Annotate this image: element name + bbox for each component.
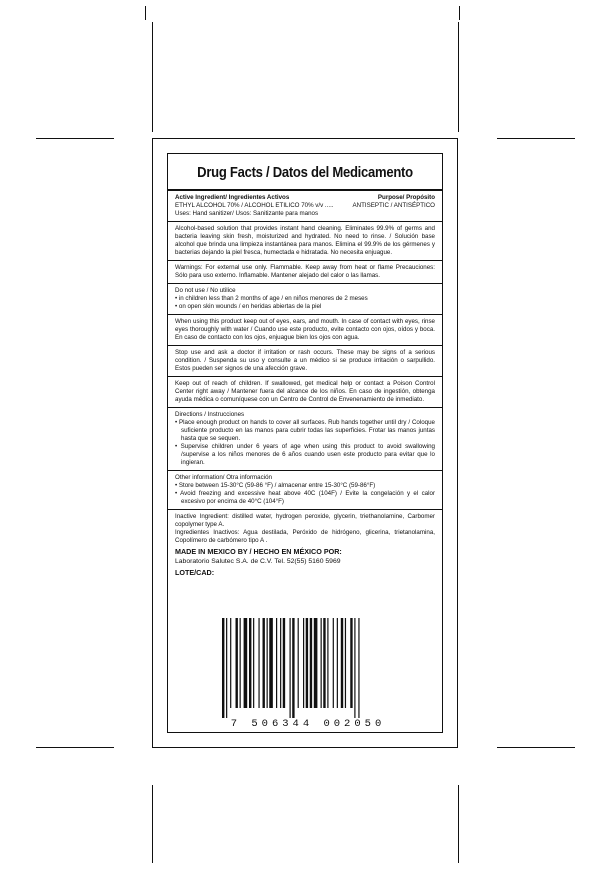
crop-mark: [145, 6, 146, 20]
barcode-bar: [306, 618, 308, 708]
keep-out-text: Keep out of reach of children. If swallowed, get medical help or contact a Poison Control Center right away / Mantener fuera del alcance de los niños. En caso de ingestión, obtenga ayuda médica o comuníquese con un Centro de Control de Envenenamiento de inmediato.: [175, 380, 435, 403]
inactive-en: Inactive Ingredient: distilled water, hydrogen peroxide, glycerin, triethanolamine, Carbomer copolymer type A.: [175, 513, 435, 528]
list-item: • on open skin wounds / en heridas abiertas de la piel: [175, 303, 322, 310]
directions-section: [175, 408, 435, 470]
barcode-bar: [249, 618, 251, 708]
crop-mark: [459, 6, 460, 20]
barcode-bar: [350, 618, 352, 708]
barcode-bar: [298, 618, 299, 708]
barcode-number: 7 506344 002050: [230, 718, 386, 730]
list-item: • Avoid freezing and excessive heat above 40C (104F) / Evite la congelación y el calor excesivo por encima de 40°C (104°F): [175, 490, 435, 505]
stop-use-section: [175, 346, 435, 376]
warnings-text: Warnings: For external use only. Flammable. Keep away from heat or flame Precauciones: Sólo para uso externo. Inflamable. Mantener alejado del calor o las llamas.: [175, 264, 435, 279]
purpose-heading: Purpose/ Propósito: [377, 194, 435, 201]
when-using-text: When using this product keep out of eyes, ears, and mouth. In case of contact with eyes, rinse eyes thoroughly with water / Cuando use este producto, evite contacto con ojos, oídos y boca. En caso de contacto con los ojos, enjuague bien los ojos con agua.: [175, 318, 435, 341]
inactive-ingredients-section: [175, 510, 435, 580]
barcode-bar: [263, 618, 265, 708]
crop-mark: [497, 138, 575, 139]
description-section: [175, 222, 435, 260]
inactive-es: Ingredientes Inactivos: Agua destilada, Peróxido de hidrógeno, glicerina, trietanolamina, Copolímero de carbómero tipo A .: [175, 529, 435, 544]
barcode-bar: [269, 618, 273, 708]
barcode-bar: [337, 618, 338, 708]
barcode-bar: [341, 618, 343, 708]
barcode-bar: [290, 618, 291, 718]
active-heading: Active Ingredient/ Ingredientes Activos: [175, 194, 290, 201]
barcode-bar: [244, 618, 248, 708]
crop-mark: [36, 138, 114, 139]
active-ingredient: ETHYL ALCOHOL 70% / ALCOHOL ETILICO 70% v/v .....: [175, 202, 334, 209]
when-using-section: [175, 315, 435, 345]
barcode-bar: [283, 618, 285, 708]
barcode-bar: [314, 618, 318, 708]
barcode-bar: [230, 618, 231, 708]
stop-use-text: Stop use and ask a doctor if irritation or rash occurs. These may be signs of a serious condition. / Suspenda su uso y consulte a un médico si se produce irritación o sarpullido. Estos pueden ser signos de una afección grave.: [175, 349, 435, 372]
crop-mark: [152, 22, 153, 132]
crop-mark: [152, 785, 153, 863]
barcode-bar: [258, 618, 259, 708]
made-in: MADE IN MEXICO BY / HECHO EN MÉXICO POR:: [175, 547, 342, 556]
barcode-bar: [345, 618, 346, 708]
list-item: • Store between 15-30°C (59-86 °F) / almacenar entre 15-30°C (59-86°F): [175, 482, 376, 489]
crop-mark: [36, 747, 114, 748]
laboratory: Laboratorio Salutec S.A. de C.V. Tel. 52(55) 5160 5969: [175, 557, 341, 565]
barcode-bar: [323, 618, 325, 708]
barcode-bar: [280, 618, 281, 708]
list-item: • Supervise children under 6 years of age when using this product to avoid swallowing /supervise a los niños menores de 6 años cuando usen este producto para evitar que lo ingieran.: [175, 443, 435, 466]
warnings-section: [175, 261, 435, 283]
purpose: ANTISEPTIC / ANTISÉPTICO: [352, 202, 435, 209]
barcode-bar: [240, 618, 241, 708]
list-item: • Place enough product on hands to cover all surfaces. Rub hands together until dry / Coloque suficiente producto en las manos para cubrir todas las superficies. Frotar las manos juntas hasta que se sequen.: [175, 419, 435, 442]
drug-facts-label: [152, 138, 458, 748]
barcode-bar: [226, 618, 227, 718]
barcode-bar: [267, 618, 268, 708]
directions-heading: Directions / Instrucciones: [175, 411, 245, 418]
keep-out-section: [175, 377, 435, 407]
description-text: Alcohol-based solution that provides instant hand cleaning. Eliminates 99.9% of germs and bacteria leaving skin fresh, moisturized and hydrated. No need to rinse. / Solución base alcohol que brinda una limpieza instantánea para manos. Elimina el 99.9% de los gérmenes y bacterias dejando la piel fresca, humectada e hidratada. No necesita enjuague.: [175, 225, 435, 256]
do-not-use-section: [175, 284, 435, 314]
crop-mark: [458, 785, 459, 863]
crop-mark: [497, 747, 575, 748]
barcode-bar: [321, 618, 322, 708]
barcode-bar: [236, 618, 238, 708]
barcode-bar: [303, 618, 304, 708]
other-information-section: [175, 471, 435, 509]
barcode: [220, 618, 396, 718]
barcode-bar: [292, 618, 294, 718]
barcode-bar: [276, 618, 277, 708]
do-not-use-heading: Do not use / No utilice: [175, 287, 236, 294]
barcode-bar: [358, 618, 359, 718]
panel-title: Drug Facts / Datos del Medicamento: [197, 165, 413, 181]
barcode-bar: [333, 618, 334, 708]
lote-cad: LOTE/CAD:: [175, 567, 215, 577]
active-ingredient-section: [175, 191, 435, 221]
uses: Uses: Hand sanitizer/ Usos: Sanitizante para manos: [175, 210, 319, 217]
barcode-bar: [354, 618, 355, 718]
barcode-bar: [327, 618, 328, 708]
barcode-bar: [310, 618, 312, 708]
crop-mark: [458, 22, 459, 132]
barcode-bar: [253, 618, 254, 708]
other-info-heading: Other information/ Otra información: [175, 474, 272, 481]
barcode-bar: [222, 618, 224, 718]
list-item: • in children less than 2 months of age / en niños menores de 2 meses: [175, 295, 368, 302]
drug-facts-panel: [167, 153, 443, 733]
